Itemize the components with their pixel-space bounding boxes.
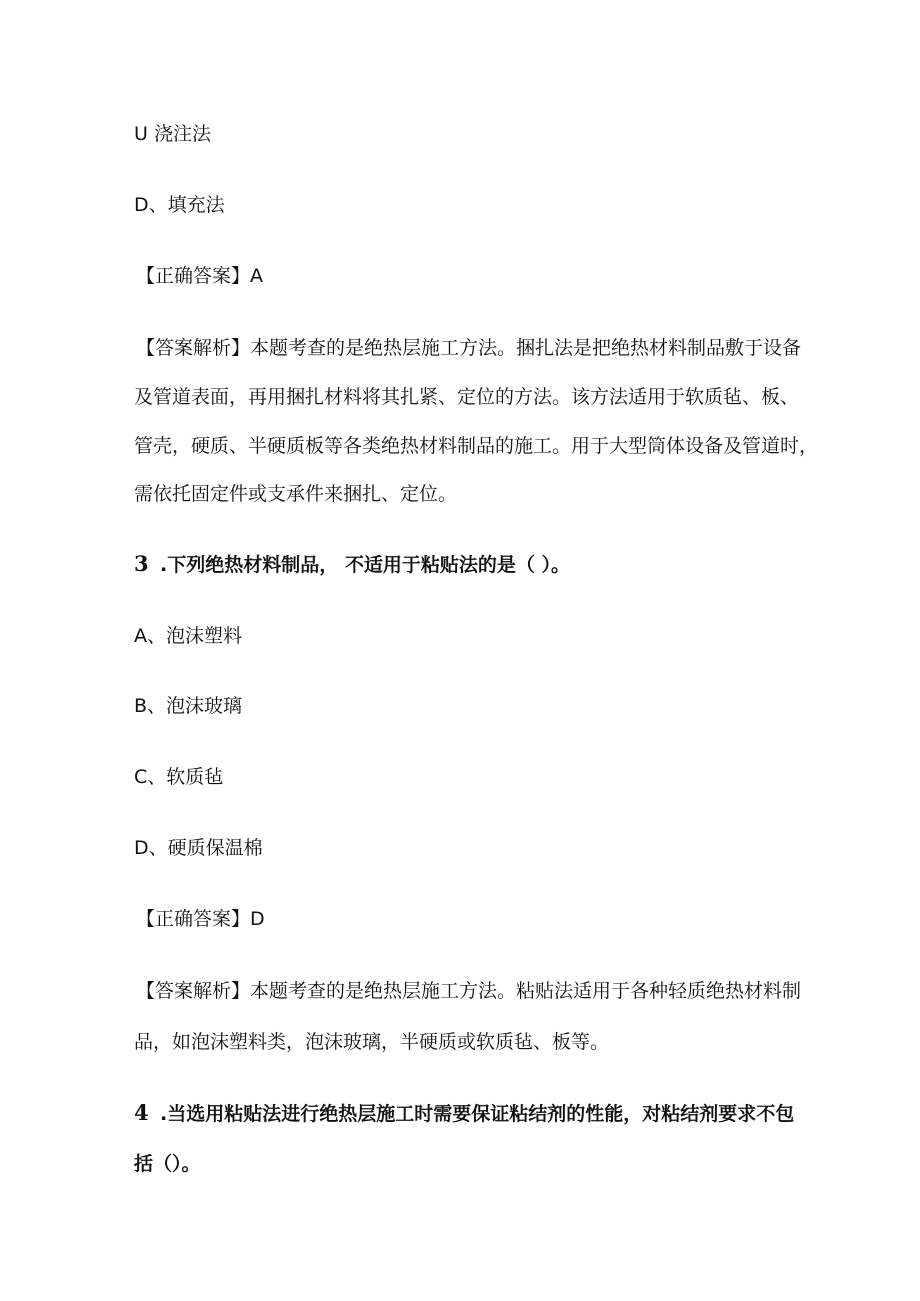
analysis-line: 【答案解析】本题考查的是绝热层施工方法。粘贴法适用于各种轻质绝热材料制 bbox=[136, 980, 802, 1002]
option-c: C、软质毡 bbox=[134, 766, 224, 788]
question-4-stem-line bbox=[134, 1101, 794, 1126]
option-a: A、泡沫塑料 bbox=[134, 625, 242, 647]
analysis-line: 品，如泡沫塑料类，泡沫玻璃，半硬质或软质毡、板等。 bbox=[134, 1031, 610, 1053]
analysis-line: 管壳，硬质、半硬质板等各类绝热材料制品的施工。用于大型筒体设备及管道时， bbox=[134, 435, 819, 457]
question-stem-continued: 括（）。 bbox=[134, 1153, 201, 1175]
question-number: 4 bbox=[134, 1100, 149, 1125]
analysis-line: 及管道表面，再用捆扎材料将其扎紧、定位的方法。该方法适用于软质毡、板、 bbox=[134, 386, 800, 408]
question-3-stem-line bbox=[134, 552, 570, 577]
option-d: D、硬质保温棉 bbox=[134, 837, 263, 859]
option-d: D、填充法 bbox=[134, 194, 225, 216]
analysis-line: 【答案解析】本题考查的是绝热层施工方法。捆扎法是把绝热材料制品敷于设备 bbox=[136, 337, 802, 359]
correct-answer: 【正确答案】D bbox=[136, 908, 265, 930]
correct-answer: 【正确答案】A bbox=[136, 265, 263, 287]
question-stem: .当选用粘贴法进行绝热层施工时需要保证粘结剂的性能，对粘结剂要求不包 bbox=[160, 1103, 795, 1125]
question-stem: .下列绝热材料制品， 不适用于粘贴法的是（ ）。 bbox=[160, 554, 570, 576]
option-b: B、泡沫玻璃 bbox=[134, 695, 243, 717]
analysis-line: 需依托固定件或支承件来捆扎、定位。 bbox=[134, 483, 458, 505]
option-c: U 浇注法 bbox=[134, 123, 211, 145]
question-number: 3 bbox=[134, 551, 149, 576]
